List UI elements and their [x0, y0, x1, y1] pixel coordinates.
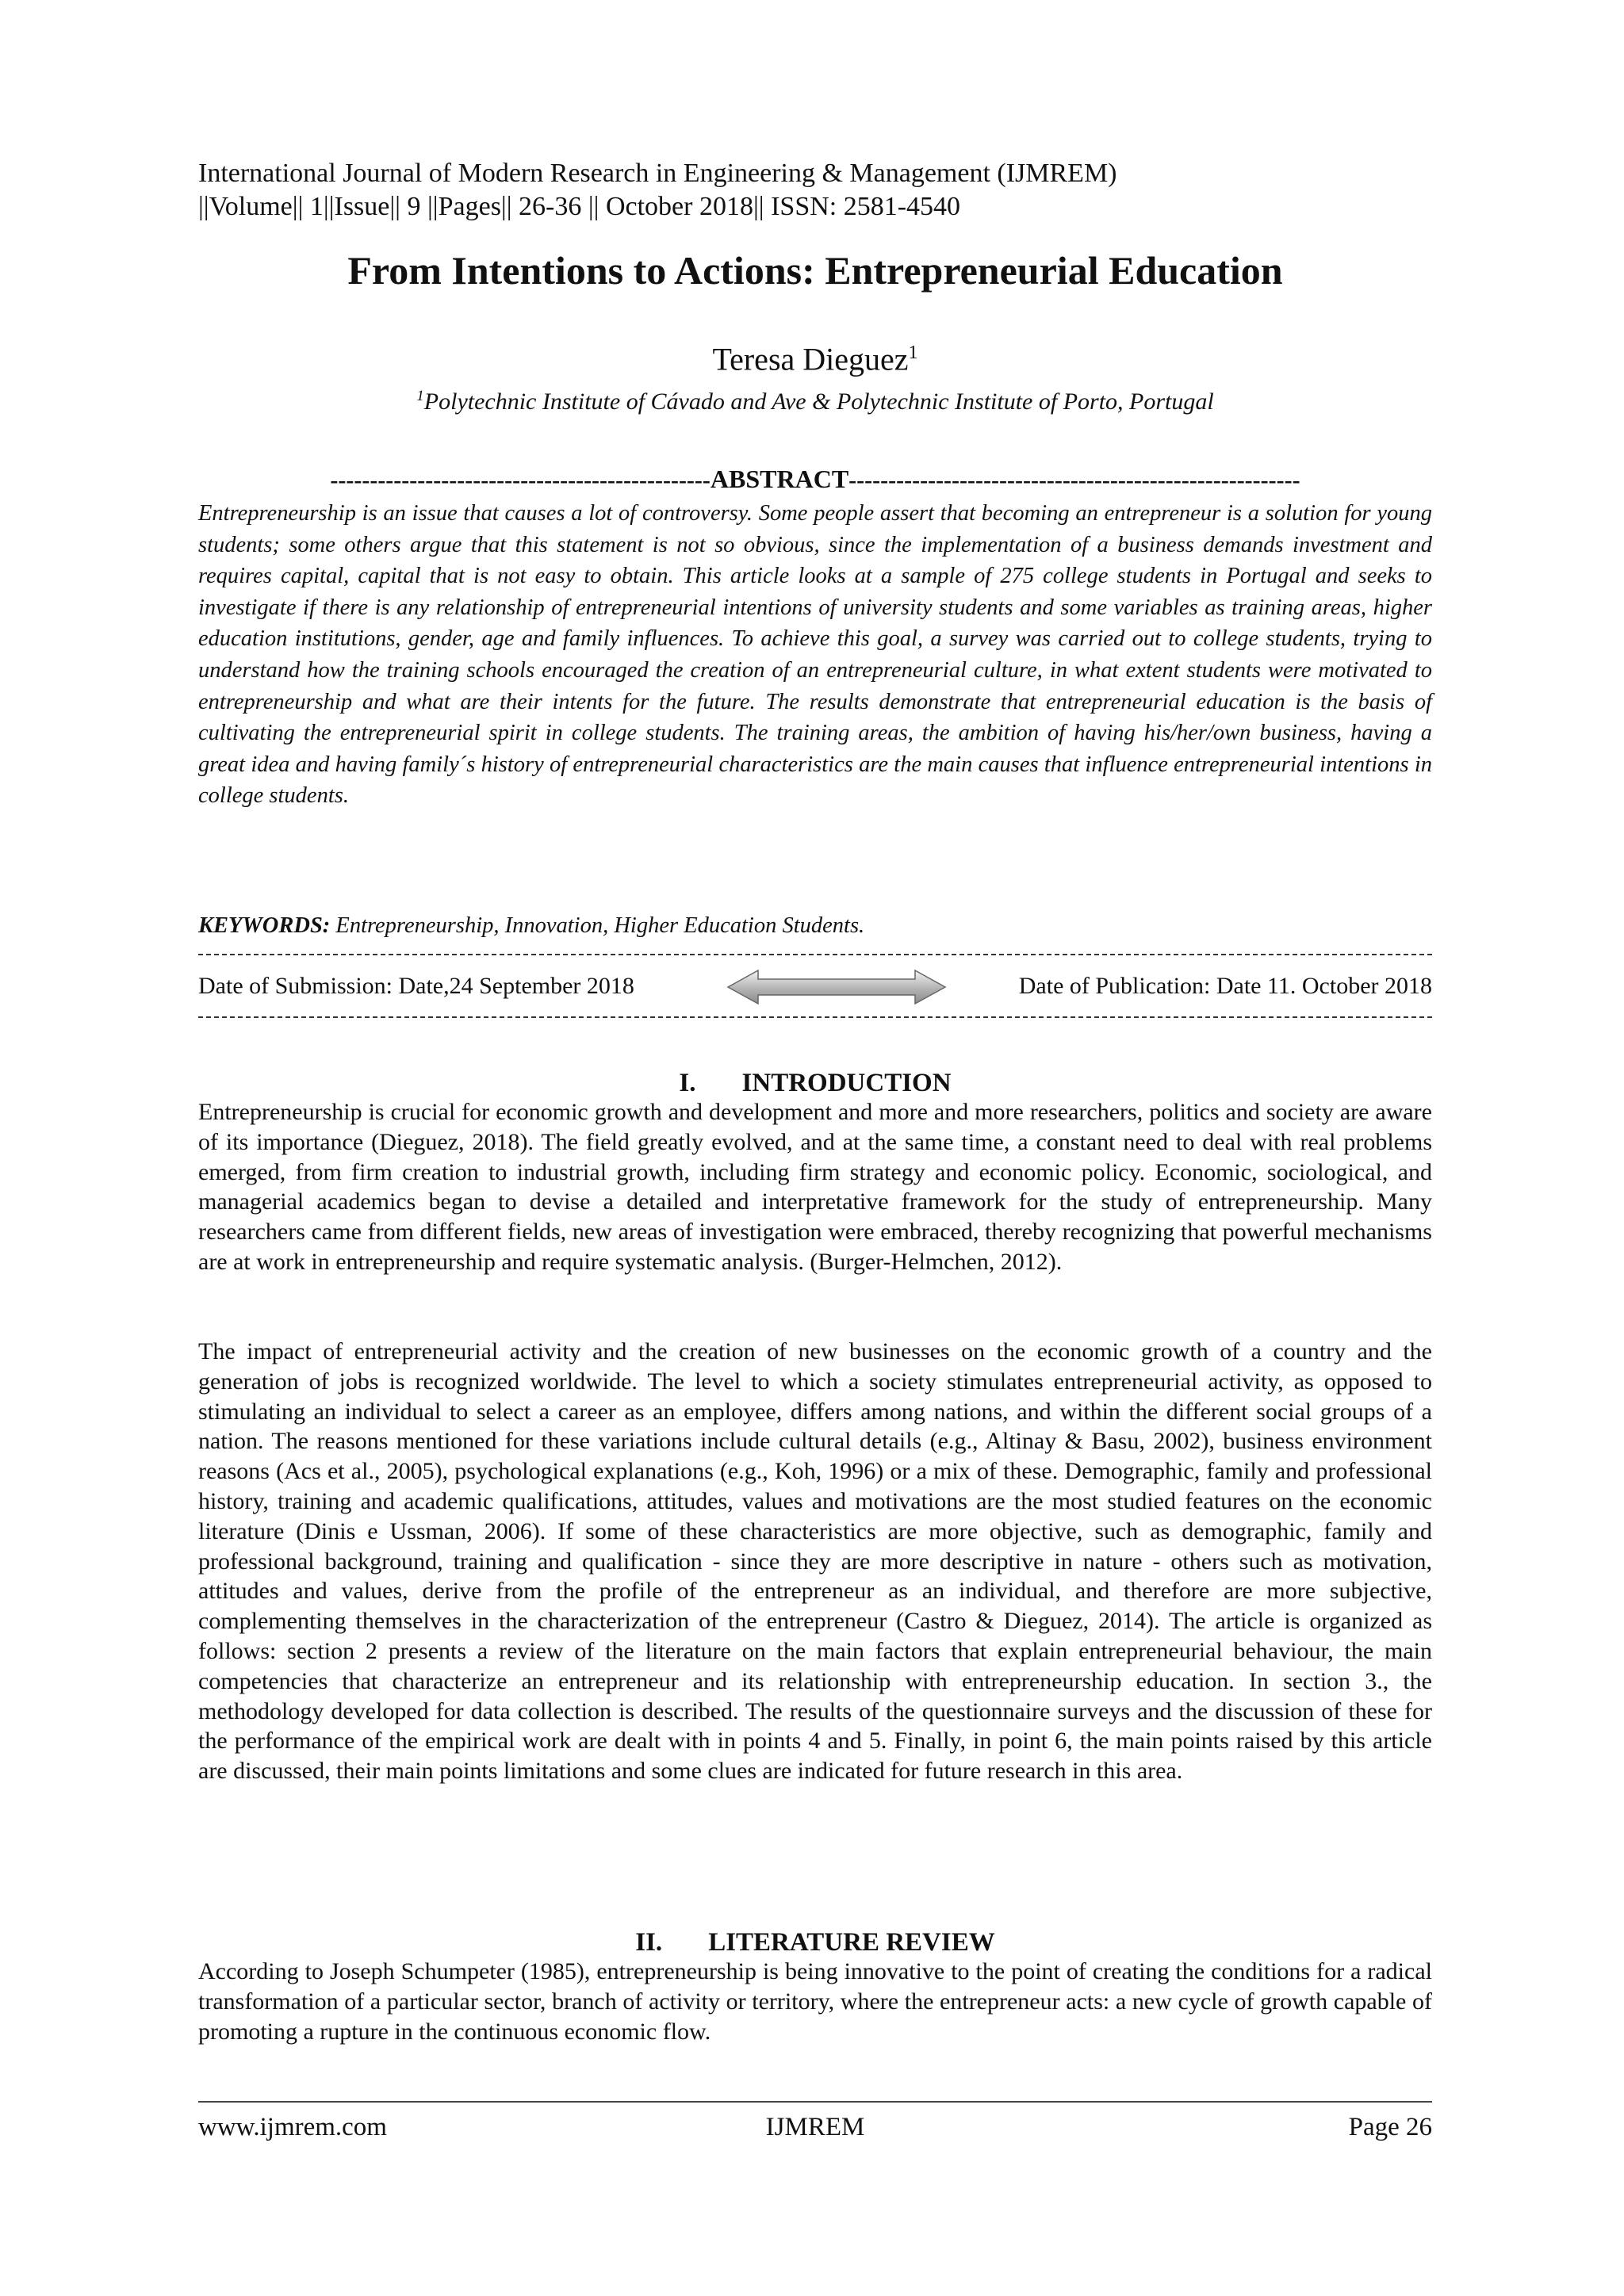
- double-arrow-icon: [726, 969, 947, 1005]
- paper-title: From Intentions to Actions: Entrepreneurial Education: [347, 248, 1283, 293]
- keywords-label: KEYWORDS:: [198, 913, 331, 938]
- journal-name: International Journal of Modern Research in Engineering & Management (IJMREM): [198, 159, 1117, 188]
- dashed-divider-bottom: [198, 1016, 1432, 1018]
- affiliation-text: Polytechnic Institute of Cávado and Ave & Polytechnic Institute of Porto, Portugal: [423, 388, 1214, 415]
- abstract-text: Entrepreneurship is an issue that causes a lot of controversy. Some people assert that becoming an entrepreneur is a solution for young students; some others argue that this statement is not so obvious, since the implementation of a business demands investment and requires capital, capital that is not easy to obtain. This article looks at a sample of 275 college students in Portugal and seeks to investigate if there is any relationship of entrepreneurial intentions of university students and some variables as training areas, higher education institutions, gender, age and family influences. To achieve this goal, a survey was carried out to college students, trying to understand how the training schools encouraged the creation of an entrepreneurial culture, in what extent students were motivated to entrepreneurship and what are their intents for the future. The results demonstrate that entrepreneurial education is the basis of cultivating the entrepreneurial spirit in college students. The training areas, the ambition of having his/her/own business, having a great idea and having family´s history of entrepreneurial characteristics are the main causes that influence entrepreneurial intentions in college students.: [198, 501, 1432, 809]
- abstract-dashes-right: ---------------------------------------------------------: [848, 467, 1300, 493]
- abstract-heading: [198, 463, 1432, 496]
- section-heading-literature-review: [198, 1925, 1432, 1960]
- journal-issue-info: ||Volume|| 1||Issue|| 9 ||Pages|| 26-36 || October 2018|| ISSN: 2581-4540: [198, 192, 961, 221]
- publication-date: Date of Publication: Date 11. October 2018: [1018, 973, 1432, 999]
- section-number: II.: [635, 1928, 663, 1957]
- abstract-label: ABSTRACT: [710, 465, 849, 493]
- footer-divider: [198, 2101, 1432, 2103]
- author-sup: 1: [908, 342, 918, 363]
- abstract-dashes-left: ------------------------------------------------: [330, 467, 710, 493]
- introduction-paragraph-2: The impact of entrepreneurial activity and the creation of new businesses on the economic growth of a country and the generation of jobs is recognized worldwide. The level to which a society stimulates entrepreneurial activity, as opposed to stimulating an individual to select a career as an employee, differs among nations, and within the different social groups of a nation. The reasons mentioned for these variations include cultural details (e.g., Altinay & Basu, 2002), business environment reasons (Acs et al., 2005), psychological explanations (e.g., Koh, 1996) or a mix of these. Demographic, family and professional history, training and academic qualifications, attitudes, values and motivations are the most studied features on the economic literature (Dinis e Ussman, 2006). If some of these characteristics are more objective, such as demographic, family and professional background, training and qualification - since they are more descriptive in nature - others such as motivation, attitudes and values, derive from the profile of the entrepreneur as an individual, and therefore are more subjective, complementing themselves in the characterization of the entrepreneur (Castro & Dieguez, 2014). The article is organized as follows: section 2 presents a review of the literature on the main factors that explain entrepreneurial behaviour, the main competencies that characterize an entrepreneur and its relationship with entrepreneurship education. In section 3., the methodology developed for data collection is described. The results of the questionnaire surveys and the discussion of these for the performance of the empirical work are dealt with in points 4 and 5. Finally, in point 6, the main points raised by this article are discussed, their main points limitations and some clues are indicated for future research in this area.: [198, 1338, 1432, 1785]
- footer-website-link[interactable]: www.ijmrem.com: [198, 2113, 387, 2141]
- section-title: INTRODUCTION: [741, 1069, 952, 1097]
- introduction-paragraph-1: Entrepreneurship is crucial for economic growth and development and more and more researchers, politics and society are aware of its importance (Dieguez, 2018). The field greatly evolved, and at the same time, a constant need to deal with real problems emerged, from firm creation to industrial growth, including firm strategy and economic policy. Economic, sociological, and managerial academics began to devise a detailed and interpretative framework for the study of entrepreneurship. Many researchers came from different fields, new areas of investigation were embraced, thereby recognizing that powerful mechanisms are at work in entrepreneurship and require systematic analysis. (Burger-Helmchen, 2012).: [198, 1099, 1432, 1275]
- submission-date: Date of Submission: Date,24 September 2018: [198, 973, 634, 999]
- footer-journal-abbrev: IJMREM: [765, 2113, 865, 2141]
- section-heading-introduction: [198, 1066, 1432, 1100]
- author-line: [198, 333, 1432, 379]
- literature-review-paragraph-1: According to Joseph Schumpeter (1985), entrepreneurship is being innovative to the point of creating the conditions for a radical transformation of a particular sector, branch of activity or territory, where the entrepreneur acts: a new cycle of growth capable of promoting a rupture in the continuous economic flow.: [198, 1958, 1432, 2045]
- author-affiliation: [198, 381, 1432, 418]
- page-number: Page 26: [1348, 2113, 1432, 2141]
- section-number: I.: [679, 1069, 696, 1097]
- page-footer: [198, 2109, 1432, 2147]
- keywords-text: Entrepreneurship, Innovation, Higher Education Students.: [335, 913, 865, 938]
- author-name: Teresa Dieguez: [712, 341, 909, 377]
- paper-page: [198, 0, 1432, 2296]
- affiliation-sup: 1: [416, 388, 424, 404]
- dashed-divider-top: [198, 954, 1432, 955]
- dates-row: [198, 969, 1432, 1005]
- keywords: [198, 910, 1432, 942]
- section-title: LITERATURE REVIEW: [708, 1928, 995, 1957]
